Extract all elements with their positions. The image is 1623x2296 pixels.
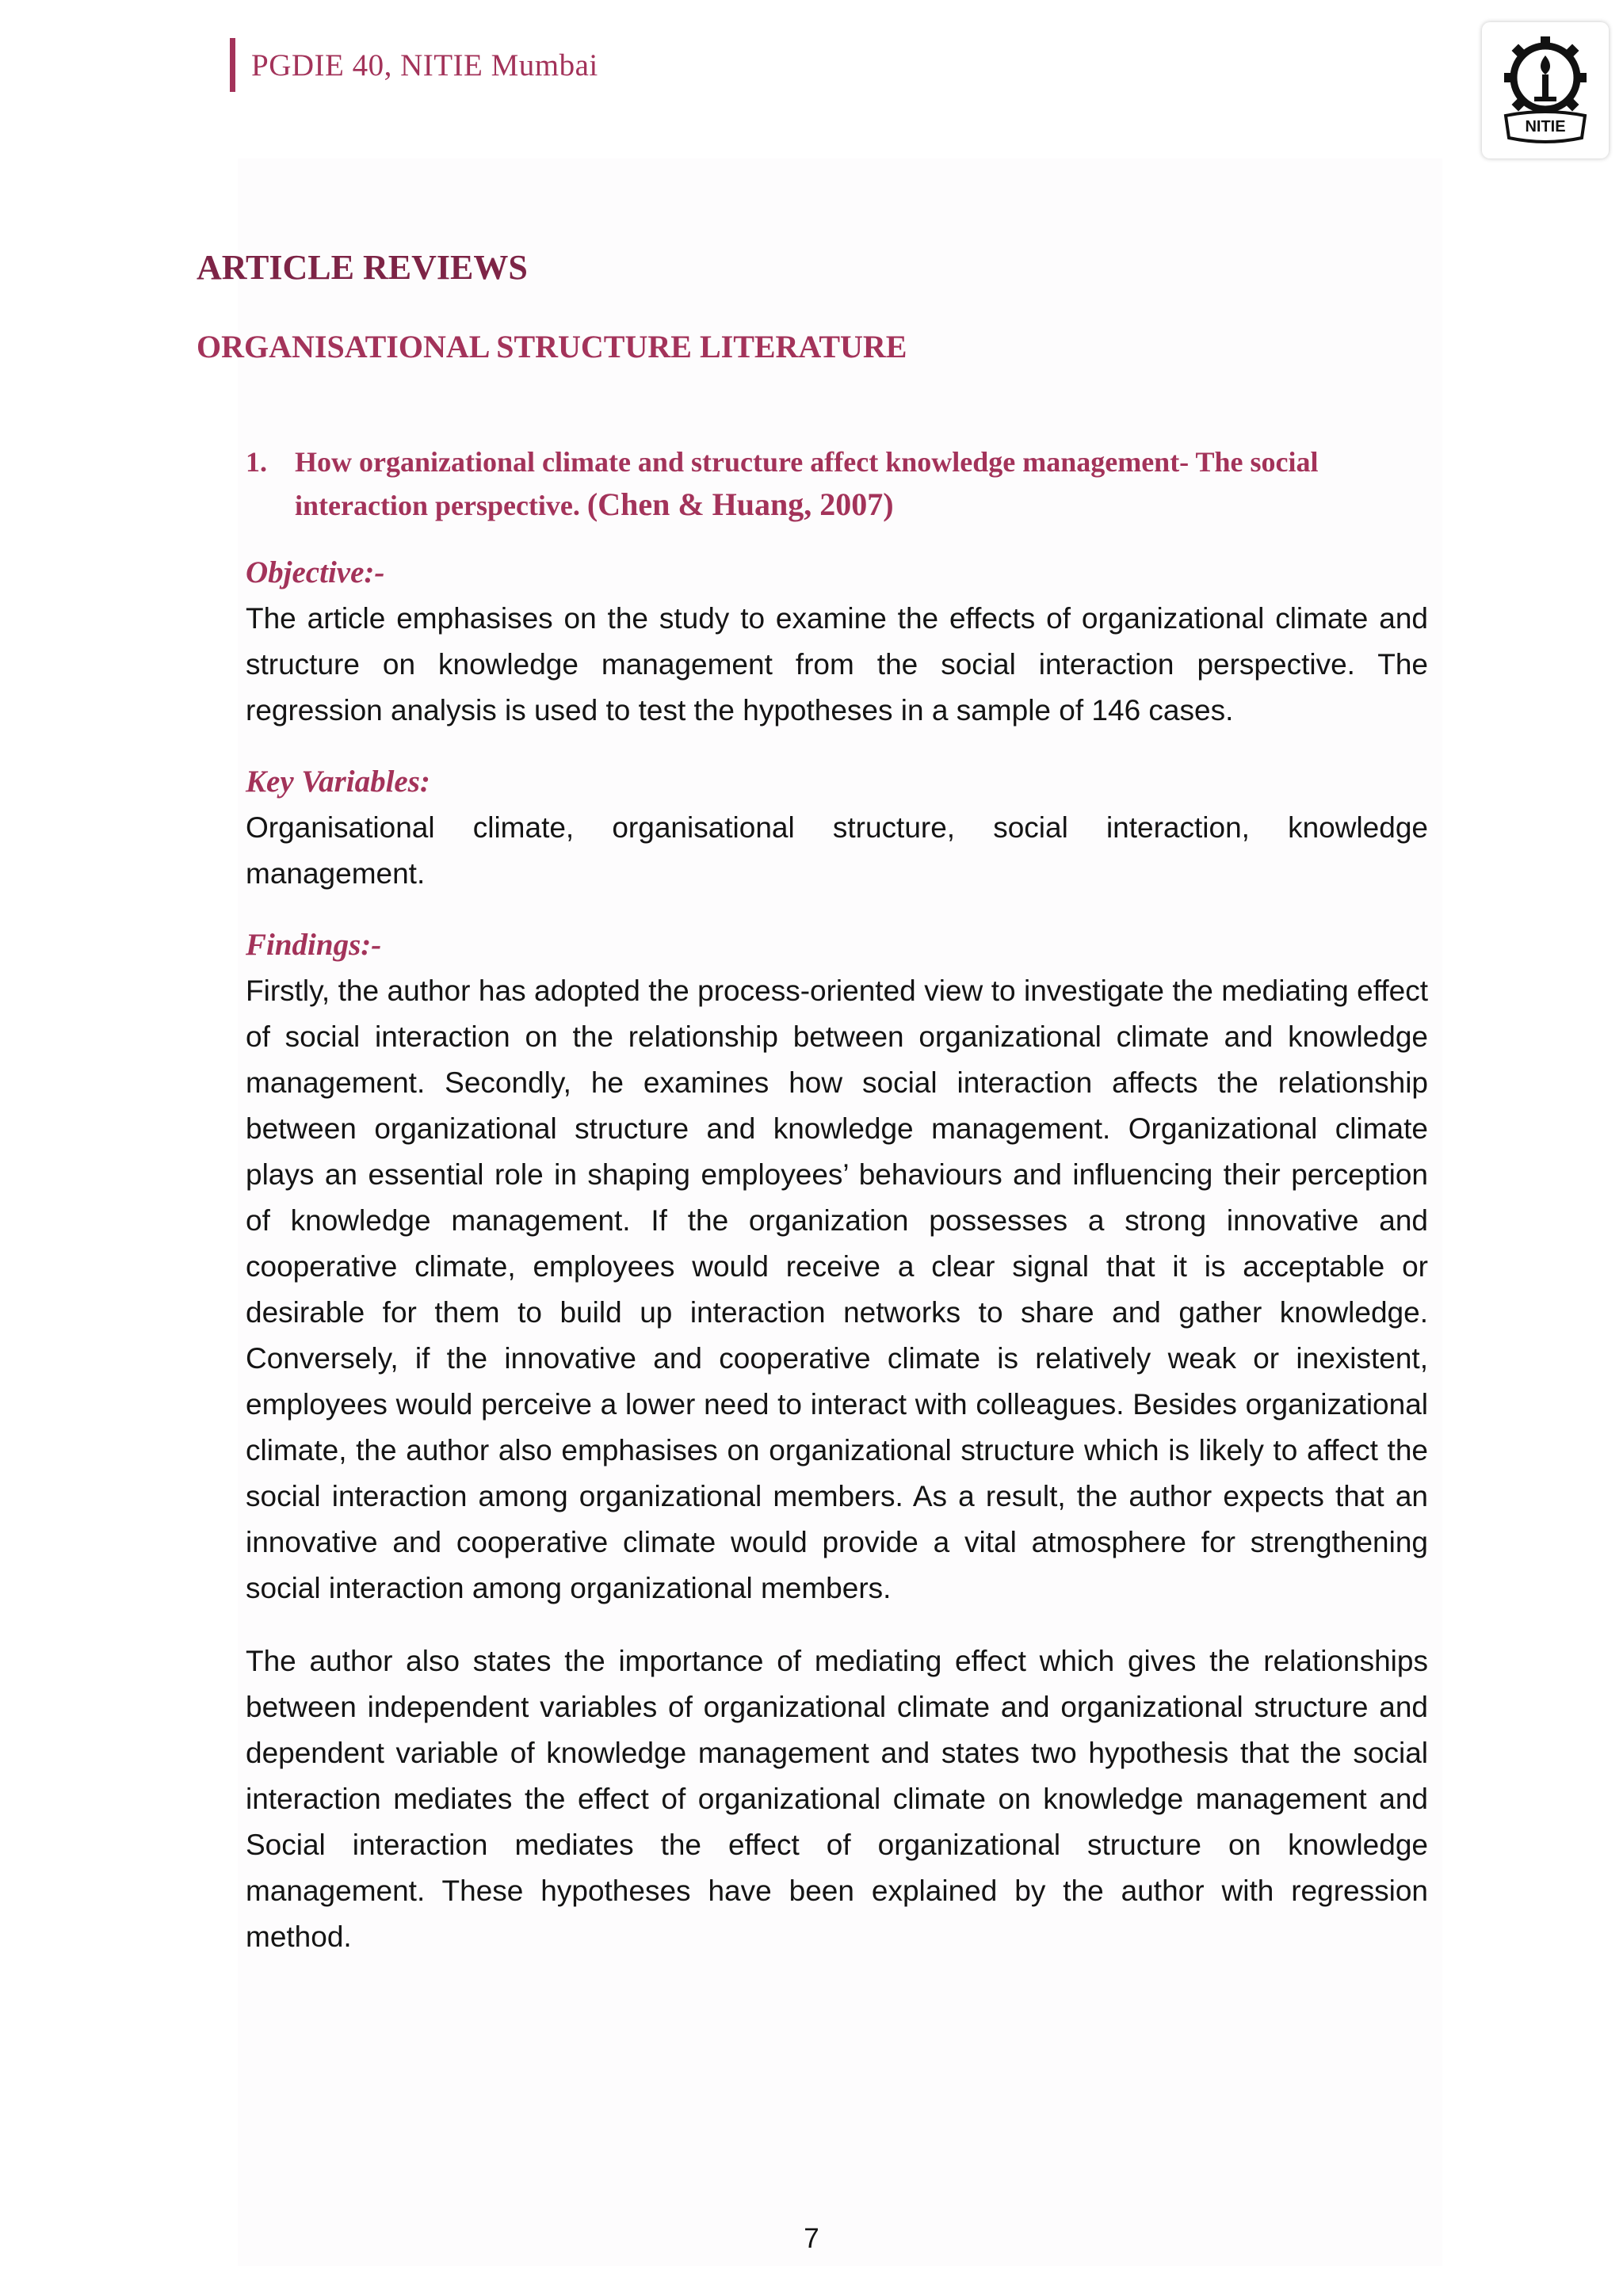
header-title: PGDIE 40, NITIE Mumbai xyxy=(251,48,598,82)
page-header xyxy=(230,38,598,92)
findings-label: Findings:- xyxy=(246,928,382,962)
section-heading: ARTICLE REVIEWS xyxy=(197,248,528,287)
findings-paragraph-1: Firstly, the author has adopted the process-oriented view to investigate the mediating effect of social interaction on the relationship between organizational climate and knowledge management. Secondly, he examines how social interaction affects the relationship between organizational structure and knowledge management. Organizational climate plays an essential role in shaping employees’ behaviours and influencing their perception of knowledge management. If the organization possesses a strong innovative and cooperative climate, employees would receive a clear signal that it is acceptable or desirable for them to build up interaction networks to share and gather knowledge. Conversely, if the innovative and cooperative climate is relatively weak or inexistent, employees would perceive a lower need to interact with colleagues. Besides organizational climate, the author also emphasises on organizational structure which is likely to affect the social interaction among organizational members. As a result, the author expects that an innovative and cooperative climate would provide a vital atmosphere for strengthening social interaction among organizational members. xyxy=(246,974,1428,1604)
subsection-heading: ORGANISATIONAL STRUCTURE LITERATURE xyxy=(197,329,907,364)
objective-label: Objective:- xyxy=(246,555,385,589)
article-title xyxy=(246,441,1387,527)
gear-torch-icon xyxy=(1482,22,1609,158)
logo-text: NITIE xyxy=(1525,118,1566,135)
key-variables-label: Key Variables: xyxy=(246,765,430,799)
nitie-logo xyxy=(1482,22,1609,158)
article-title-text: How organizational climate and structure affect knowledge management- The social interaction perspective. xyxy=(295,446,1319,521)
key-variables-text: Organisational climate, organisational structure, social interaction, knowledge management. xyxy=(246,811,1428,890)
objective-text: The article emphasises on the study to examine the effects of organizational climate and structure on knowledge management from the social interaction perspective. The regression analysis is used to test the hypotheses in a sample of 146 cases. xyxy=(246,602,1428,727)
list-number: 1. xyxy=(246,446,267,478)
article-citation: (Chen & Huang, 2007) xyxy=(586,486,894,522)
findings-paragraph-2: The author also states the importance of mediating effect which gives the relationships between independent variables of organizational climate and organizational structure and dependent variable of knowledge management and states two hypothesis that the social interaction mediates the effect of organizational climate on knowledge management and Social interaction mediates the effect of organizational structure on knowledge management. These hypotheses have been explained by the author with regression method. xyxy=(246,1645,1428,1953)
page-number: 7 xyxy=(804,2223,819,2254)
